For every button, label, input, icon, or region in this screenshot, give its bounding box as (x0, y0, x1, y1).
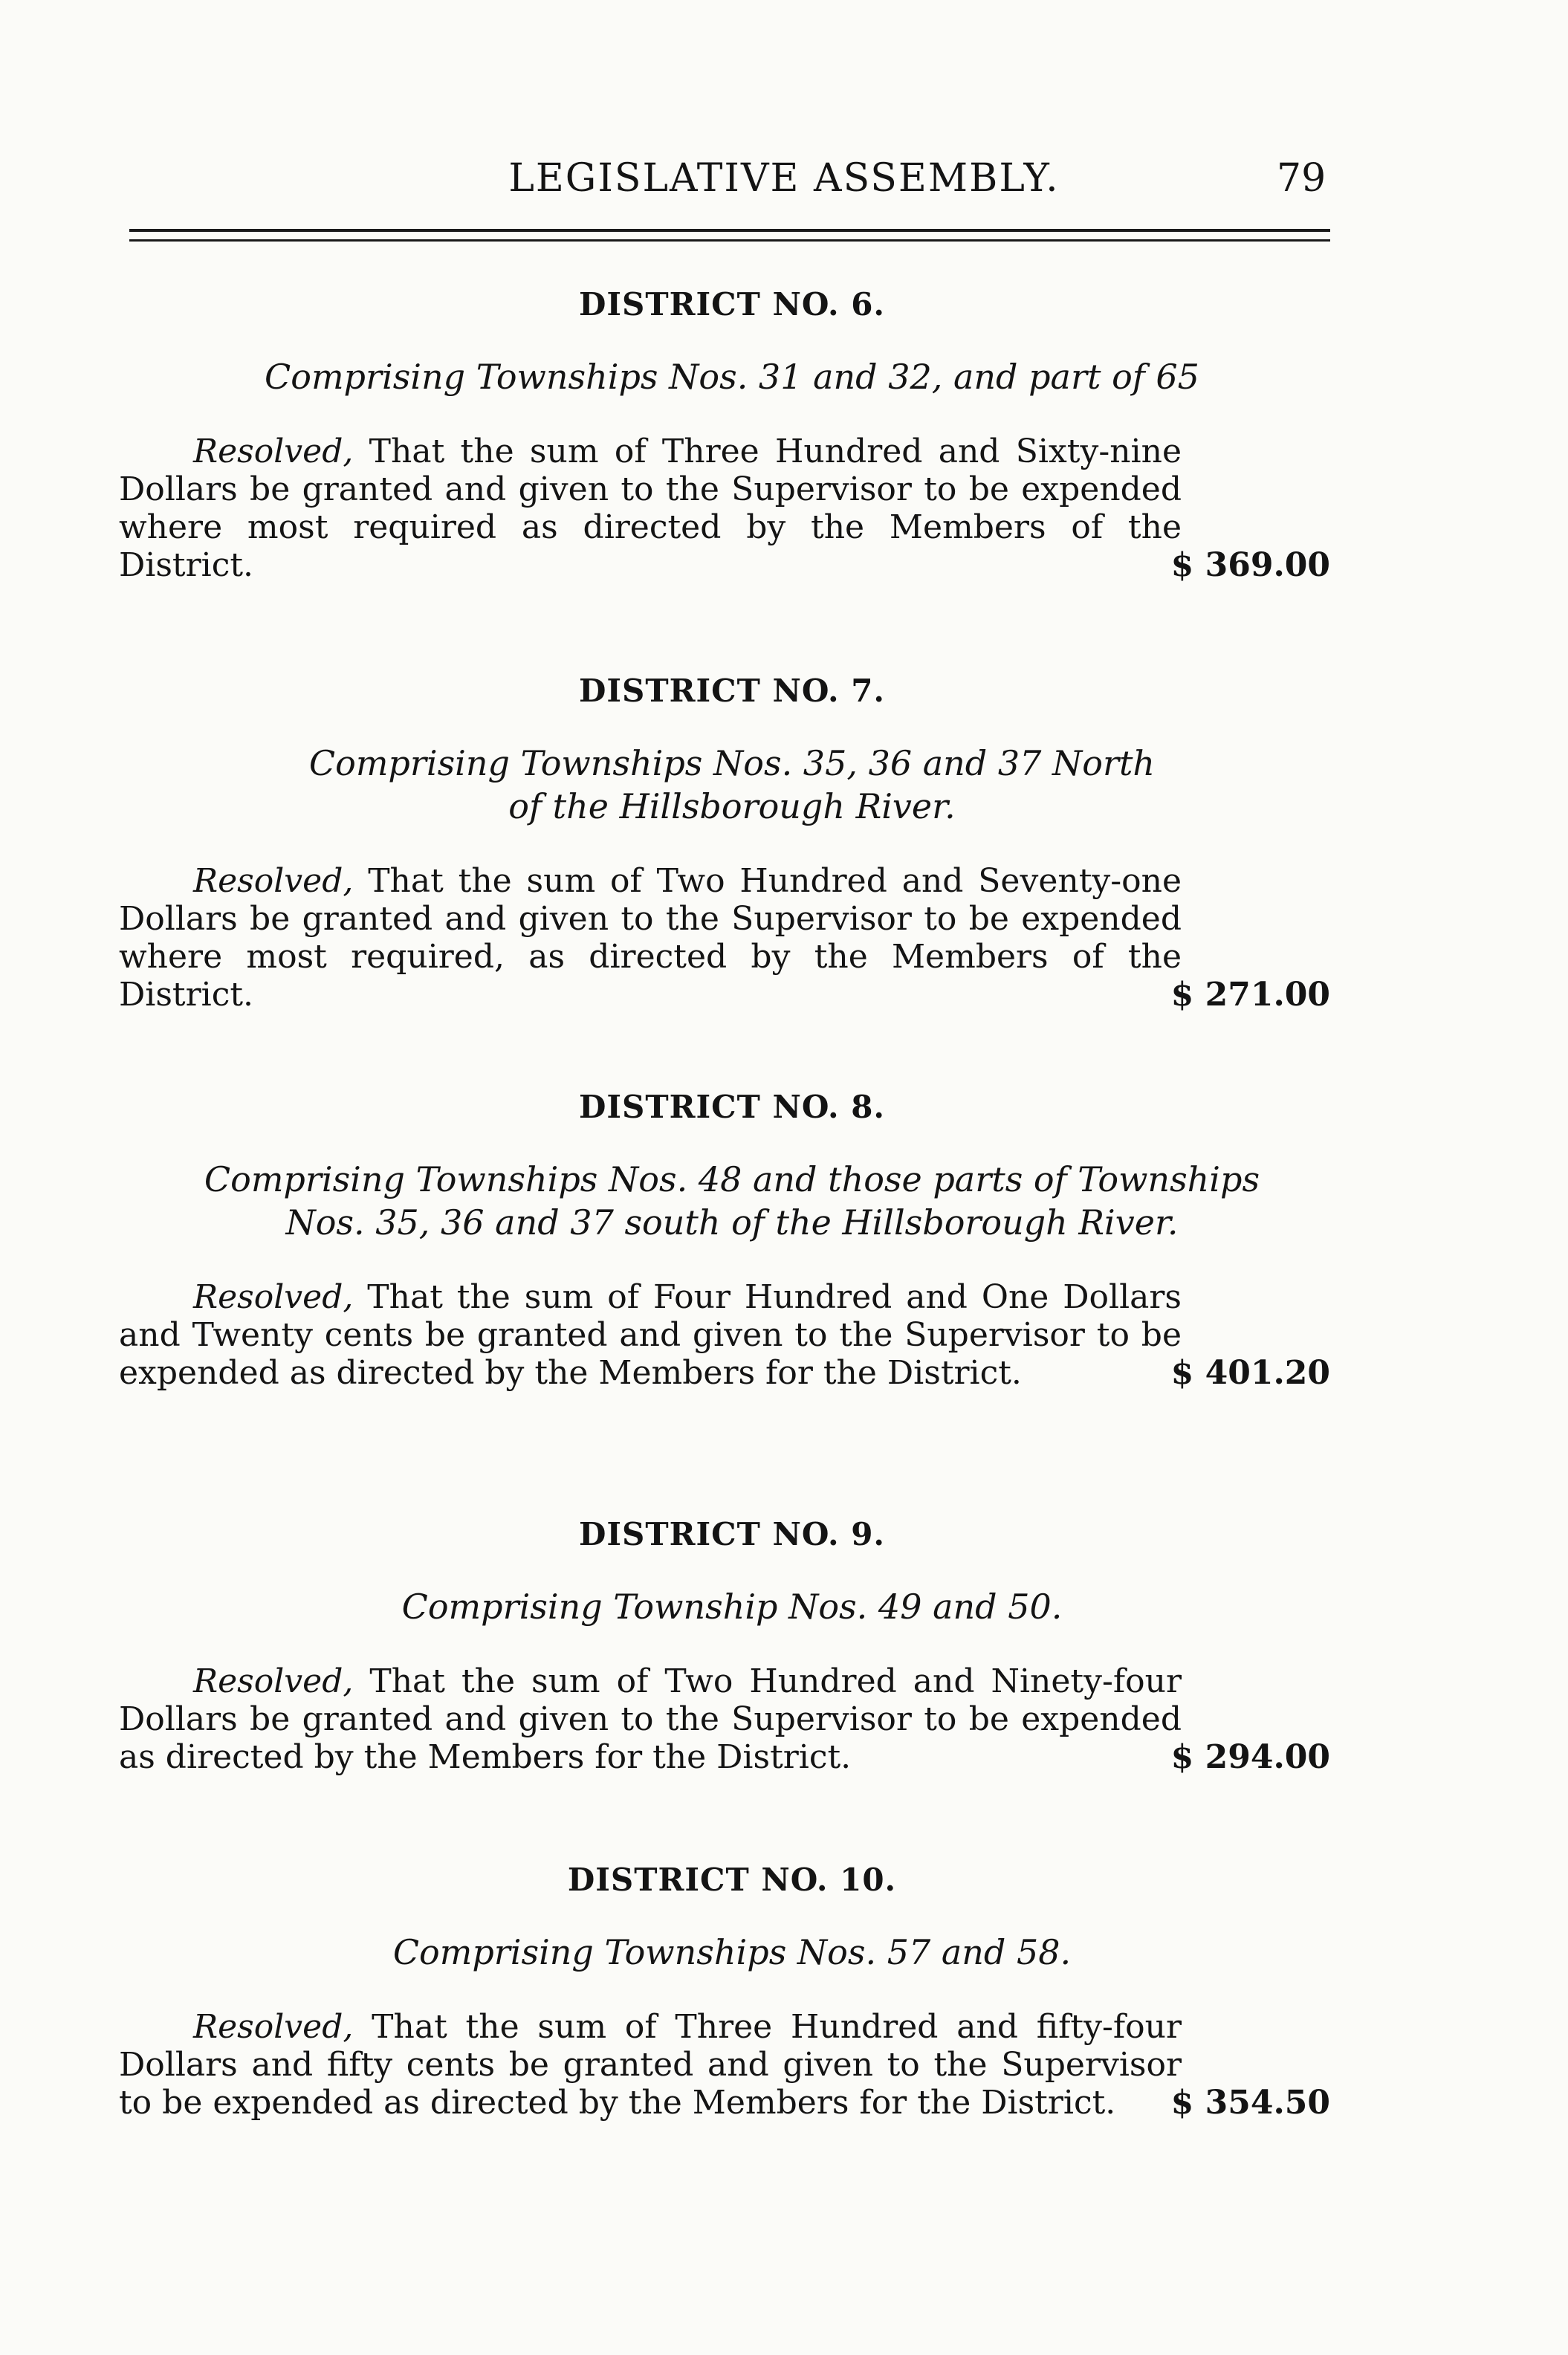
page-number: 79 (1277, 156, 1326, 201)
district-8-section (119, 1089, 1345, 1392)
resolution-text: That the sum of Four Hundred and One Dollars and Twenty cents be granted and given to the Supervisor to be expended as directed by the Members for the District. (119, 1278, 1182, 1392)
district-heading: DISTRICT NO. 9. (578, 1516, 886, 1552)
district-comprising (119, 1585, 1345, 1628)
district-heading: DISTRICT NO. 7. (578, 673, 886, 709)
comprising-line: Comprising Townships Nos. 35, 36 and 37 North (308, 743, 1156, 783)
resolved-word: Resolved, (193, 2008, 354, 2046)
resolution-text: That the sum of Three Hundred and Sixty-nine Dollars be granted and given to the Supervisor to be expended where most required as directed by the Members of the District. (119, 433, 1182, 584)
district-resolution (119, 1662, 1330, 1776)
header-rule-bottom (129, 239, 1330, 242)
district-comprising (119, 1158, 1345, 1244)
district-7-section (119, 673, 1345, 1014)
district-heading: DISTRICT NO. 8. (578, 1089, 886, 1125)
comprising-line: Nos. 35, 36 and 37 south of the Hillsborough River. (285, 1202, 1179, 1243)
running-head-title: LEGISLATIVE ASSEMBLY. (508, 156, 1060, 201)
comprising-line: Comprising Townships Nos. 57 and 58. (392, 1932, 1072, 1972)
resolved-word: Resolved, (193, 862, 354, 900)
district-amount: $ 294.00 (1170, 1738, 1330, 1776)
district-heading: DISTRICT NO. 10. (567, 1862, 897, 1898)
district-heading: DISTRICT NO. 6. (578, 286, 886, 323)
comprising-line: Comprising Townships Nos. 48 and those parts of Townships (204, 1159, 1260, 1199)
district-amount: $ 271.00 (1170, 976, 1330, 1014)
district-10-section (119, 1862, 1345, 2122)
comprising-line: Comprising Townships Nos. 31 and 32, and part of 65 (265, 357, 1199, 397)
district-comprising (119, 742, 1345, 828)
district-amount: $ 401.20 (1170, 1354, 1330, 1392)
district-resolution (119, 1278, 1330, 1392)
resolution-text: That the sum of Three Hundred and fifty-four Dollars and fifty cents be granted and given to the Supervisor to be expended as directed by the Members for the District. (119, 2008, 1182, 2122)
resolved-word: Resolved, (193, 433, 354, 470)
district-amount: $ 354.50 (1170, 2084, 1330, 2122)
resolved-word: Resolved, (193, 1662, 354, 1700)
resolved-word: Resolved, (193, 1278, 354, 1316)
comprising-line: Comprising Township Nos. 49 and 50. (401, 1587, 1063, 1627)
district-resolution (119, 433, 1330, 584)
district-9-section (119, 1516, 1345, 1776)
district-resolution (119, 2008, 1330, 2122)
district-amount: $ 369.00 (1170, 546, 1330, 584)
district-resolution (119, 862, 1330, 1014)
district-comprising (119, 1931, 1345, 1974)
district-6-section (119, 286, 1345, 584)
district-comprising (119, 355, 1345, 398)
resolution-text: That the sum of Two Hundred and Ninety-four Dollars be granted and given to the Supervisor to be expended as directed by the Members for the District. (119, 1662, 1182, 1776)
header-rule-top (129, 229, 1330, 232)
comprising-line: of the Hillsborough River. (508, 786, 956, 826)
resolution-text: That the sum of Two Hundred and Seventy-one Dollars be granted and given to the Supervisor to be expended where most required, as directed by the Members of the District. (119, 862, 1182, 1014)
